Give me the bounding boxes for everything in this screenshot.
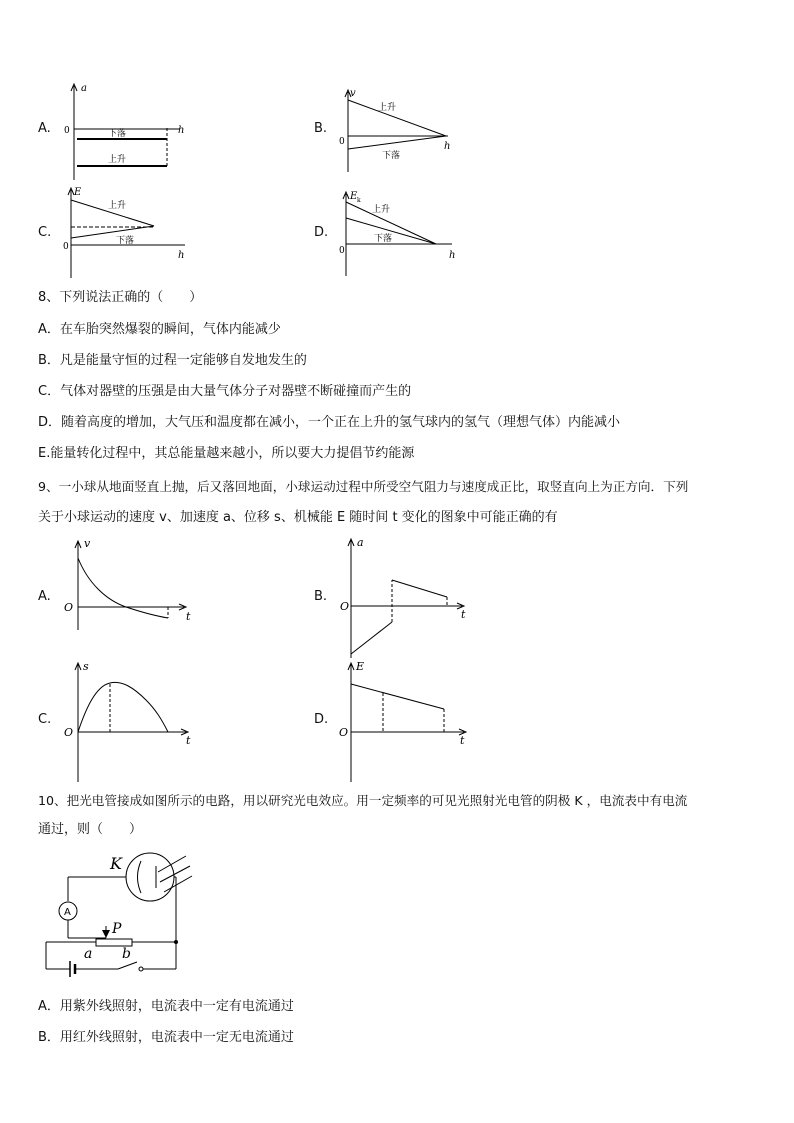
q9d-y-label: E <box>356 660 365 673</box>
q9-graph-d <box>336 658 486 782</box>
q9b-origin: O <box>340 600 350 613</box>
q10-circuit-diagram <box>40 848 200 980</box>
q10-option-b: B．用红外线照射，电流表中一定无电流通过 <box>38 1030 294 1045</box>
q10-slider-label: P <box>112 921 122 937</box>
q10-option-a: A．用紫外线照射，电流表中一定有电流通过 <box>38 999 294 1014</box>
q8-option-a: A．在车胎突然爆裂的瞬间，气体内能减少 <box>38 322 281 337</box>
q9d-x-label: t <box>460 734 465 747</box>
q9-graph-a <box>58 538 208 630</box>
q7-option-c-label: C. <box>38 225 52 240</box>
q8-option-c: C．气体对器壁的压强是由大量气体分子对器壁不断碰撞而产生的 <box>38 384 412 399</box>
q7d-y-sub: k <box>357 197 361 204</box>
q7b-y-label: v <box>350 88 356 99</box>
q7-option-a-label: A. <box>38 121 51 136</box>
q8-option-d: D．随着高度的增加，大气压和温度都在减小，一个正在上升的氢气球内的氢气（理想气体）内能减小 <box>38 415 621 430</box>
q7d-label-down: 下落 <box>374 234 393 244</box>
q7a-x-label: h <box>178 125 185 136</box>
q9a-y-label: v <box>84 537 91 550</box>
q9c-x-label: t <box>186 734 191 747</box>
q10-stem-line1: 10、把光电管接成如图所示的电路，用以研究光电效应。用一定频率的可见光照射光电管的阴极 K ，电流表中有电流 <box>38 793 688 808</box>
q10-terminal-b: b <box>122 946 131 962</box>
q7-graph-b <box>338 86 468 176</box>
q7c-label-up: 上升 <box>108 201 127 211</box>
q7-option-b-label: B. <box>314 121 328 136</box>
q7-graph-c <box>60 186 200 278</box>
q7a-label-down: 下落 <box>108 129 127 139</box>
q9a-x-label: t <box>186 610 191 623</box>
q9-graph-b <box>336 534 486 658</box>
q7c-label-down: 下落 <box>116 236 135 246</box>
q8-stem: 8、下列说法正确的（ ） <box>38 290 203 305</box>
q7a-y-label: a <box>81 83 87 94</box>
q9-stem-line1: 9、一小球从地面竖直上抛，后又落回地面，小球运动过程中所受空气阻力与速度成正比，取竖直向上为正方向．下列 <box>38 479 689 494</box>
q10-stem-line2: 通过，则（ ） <box>38 822 143 837</box>
q7d-x-label: h <box>449 250 456 261</box>
q10-cathode-label: K <box>110 854 122 873</box>
q9-option-c-label: C. <box>38 712 52 727</box>
q7c-x-label: h <box>178 250 185 261</box>
q7b-x-label: h <box>444 141 451 152</box>
q9b-x-label: t <box>461 608 466 621</box>
q8-option-e: E.能量转化过程中，其总能量越来越小，所以要大力提倡节约能源 <box>38 446 415 461</box>
q7d-origin: 0 <box>339 246 345 256</box>
q7c-origin: 0 <box>63 242 69 252</box>
q10-ammeter-label: A <box>64 907 71 918</box>
q8-option-b: B．凡是能量守恒的过程一定能够自发地发生的 <box>38 353 307 368</box>
q9-option-d-label: D. <box>314 712 329 727</box>
q7-option-d-label: D. <box>314 225 329 240</box>
q7d-label-up: 上升 <box>372 205 391 215</box>
q7c-y-label: E <box>74 187 82 198</box>
q9d-origin: O <box>339 726 349 739</box>
q7-graph-a <box>60 80 200 180</box>
q9b-y-label: a <box>357 536 364 549</box>
q9c-y-label: s <box>83 660 89 673</box>
q7-graph-d <box>336 188 466 278</box>
q7b-origin: 0 <box>339 137 345 147</box>
q9-stem-line2: 关于小球运动的速度 v、加速度 a、位移 s、机械能 E 随时间 t 变化的图象中可能正确的有 <box>38 510 558 525</box>
q9c-origin: O <box>64 726 74 739</box>
q7d-y-label: E <box>350 191 358 202</box>
q7a-label-up: 上升 <box>108 155 127 165</box>
q9-option-b-label: B. <box>314 589 328 604</box>
q7a-origin: 0 <box>64 126 70 136</box>
q9-option-a-label: A. <box>38 589 51 604</box>
q7b-label-up: 上升 <box>378 103 397 113</box>
q10-terminal-a: a <box>84 946 93 962</box>
q9-graph-c <box>58 658 208 784</box>
q9a-origin: O <box>64 601 74 614</box>
q7b-label-down: 下落 <box>382 151 401 161</box>
